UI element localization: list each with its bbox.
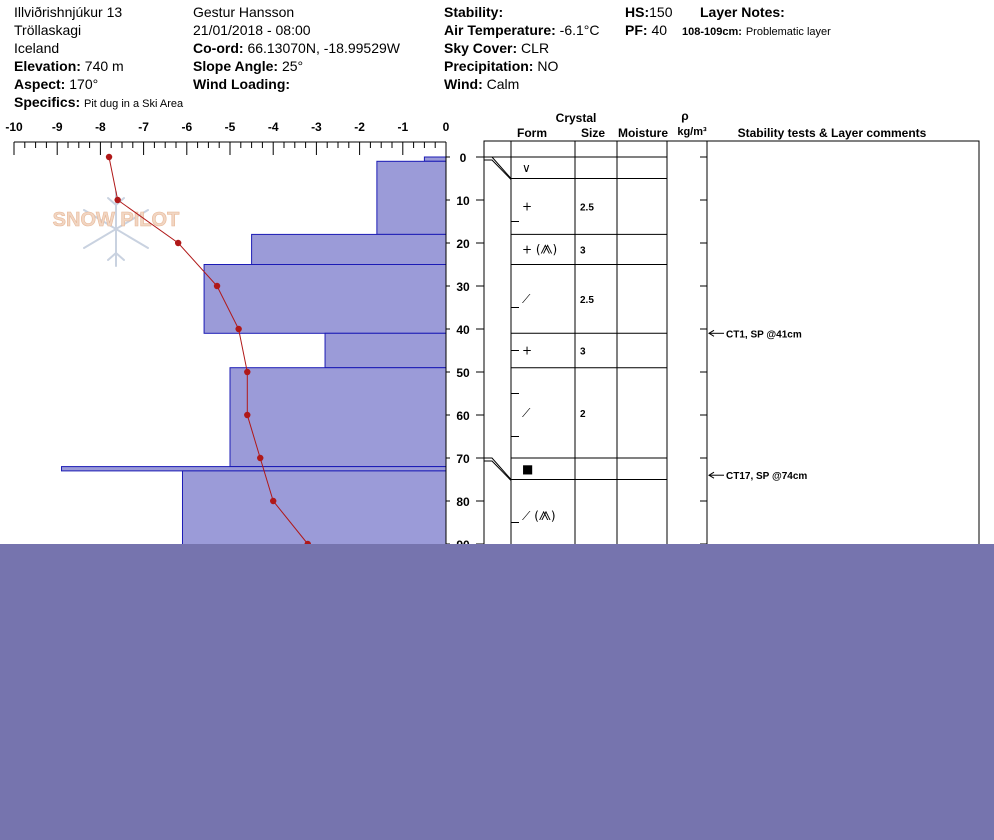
col-density: kg/m³ xyxy=(677,126,707,138)
hardness-bar-3 xyxy=(204,265,446,334)
temperature-point xyxy=(106,154,112,160)
col-stability: Stability tests & Layer comments xyxy=(737,126,927,140)
depth-tick-label: 60 xyxy=(456,409,470,423)
layer-notes-label: Layer Notes: xyxy=(700,4,785,20)
temperature-tick-label: -5 xyxy=(224,120,236,134)
stratigraphy-grid xyxy=(484,109,979,553)
layer-size: 3 xyxy=(580,346,586,358)
temperature-tick-label: -9 xyxy=(51,120,63,134)
hardness-bar-7 xyxy=(182,471,446,553)
stability-test-label: CT1, SP @41cm xyxy=(726,329,802,341)
aspect-label: Aspect: xyxy=(14,76,66,92)
grid-border xyxy=(484,141,979,550)
layer-form-symbol: ⟋ xyxy=(522,405,531,420)
wind-loading-label: Wind Loading: xyxy=(193,76,291,92)
sky-value: CLR xyxy=(521,40,550,56)
hardness-bar-5 xyxy=(230,368,446,467)
temperature-tick-label: -8 xyxy=(95,120,106,134)
observation-datetime: 21/01/2018 - 08:00 xyxy=(193,22,311,38)
layer-form-symbol: + (⨇) xyxy=(522,242,558,257)
precip-value: NO xyxy=(537,58,559,74)
depth-axis xyxy=(446,142,707,566)
layer-size: 2.5 xyxy=(580,202,594,214)
layer-size: 2 xyxy=(580,408,586,420)
temperature-tick-label: -6 xyxy=(181,120,193,134)
layer-form-symbol: + xyxy=(522,343,533,358)
temperature-tick-label: -2 xyxy=(354,120,365,134)
hardness-bar-6 xyxy=(62,467,446,471)
temperature-point xyxy=(270,498,276,504)
observer-name: Gestur Hansson xyxy=(193,4,295,20)
coord-value: 66.13070N, -18.99529W xyxy=(247,40,400,56)
layer-size: 2.5 xyxy=(580,294,594,306)
temperature-tick-label: -7 xyxy=(138,120,149,134)
hardness-bar-2 xyxy=(252,234,446,264)
location-name: Illviðrishnjúkur 13 xyxy=(14,4,123,20)
temperature-point xyxy=(244,369,250,375)
specifics-label: Specifics: xyxy=(14,94,81,110)
specifics-value: Pit dug in a Ski Area xyxy=(84,98,184,110)
pf-label: PF: xyxy=(625,22,648,38)
stability-test-label: CT17, SP @74cm xyxy=(726,471,808,483)
air-temp-label: Air Temperature: xyxy=(444,22,556,38)
depth-tick-label: 0 xyxy=(459,151,467,165)
temperature-point xyxy=(214,283,220,289)
sky-label: Sky Cover: xyxy=(444,40,518,56)
overlay-panel xyxy=(0,544,994,840)
layer-form-symbol: ■ xyxy=(522,461,534,476)
hs-value: 150 xyxy=(649,4,673,20)
wind-label: Wind: xyxy=(444,76,483,92)
temperature-point xyxy=(235,326,241,332)
region-name: Tröllaskagi xyxy=(14,22,82,38)
layer-size: 3 xyxy=(580,245,586,257)
country-name: Iceland xyxy=(14,40,60,56)
temperature-tick-label: -10 xyxy=(5,120,23,134)
snow-pilot-logo xyxy=(53,192,180,266)
precip-label: Precipitation: xyxy=(444,58,534,74)
col-crystal: Crystal xyxy=(555,111,597,125)
coord-label: Co-ord: xyxy=(193,40,244,56)
col-moisture: Moisture xyxy=(617,126,669,140)
temperature-tick-label: -3 xyxy=(311,120,322,134)
depth-tick-label: 10 xyxy=(456,194,470,208)
hardness-bar-4 xyxy=(325,333,446,367)
logo-text: SNOW PILOT xyxy=(52,209,180,231)
col-rho: ρ xyxy=(681,109,689,123)
col-form: Form xyxy=(517,126,547,140)
layer-form-symbol: ∨ xyxy=(522,160,531,175)
temperature-point xyxy=(257,455,263,461)
temperature-point xyxy=(175,240,181,246)
temperature-point xyxy=(114,197,120,203)
layer-note-text: Problematic layer xyxy=(745,26,831,38)
depth-tick-label: 50 xyxy=(456,366,470,380)
hardness-bar-1 xyxy=(377,161,446,234)
temperature-tick-label: -1 xyxy=(397,120,409,134)
pf-value: 40 xyxy=(651,22,668,38)
elevation-value: 740 m xyxy=(84,58,124,74)
hardness-bar-0 xyxy=(424,157,446,161)
depth-tick-label: 70 xyxy=(456,452,470,466)
depth-tick-label: 80 xyxy=(456,495,470,509)
stability-label: Stability: xyxy=(444,4,504,20)
slope-label: Slope Angle: xyxy=(193,58,279,74)
col-size: Size xyxy=(580,126,606,140)
layer-form-symbol: ⟋ xyxy=(522,291,531,306)
depth-tick-label: 20 xyxy=(456,237,470,251)
wind-value: Calm xyxy=(486,76,520,92)
layer-note-range: 108-109cm: xyxy=(682,26,742,38)
layer-form-symbol: ⟋ (⨇) xyxy=(522,509,556,524)
slope-value: 25° xyxy=(281,58,304,74)
air-temp-value: -6.1°C xyxy=(559,22,600,38)
aspect-value: 170° xyxy=(69,76,99,92)
depth-tick-label: 40 xyxy=(456,323,470,337)
elevation-label: Elevation: xyxy=(14,58,81,74)
temperature-tick-label: -4 xyxy=(267,120,279,134)
hs-label: HS: xyxy=(625,4,650,20)
temperature-axis xyxy=(5,120,449,155)
layer-form-symbol: + xyxy=(522,199,533,214)
temperature-tick-label: 0 xyxy=(442,120,450,134)
depth-tick-label: 30 xyxy=(456,280,470,294)
temperature-point xyxy=(244,412,250,418)
